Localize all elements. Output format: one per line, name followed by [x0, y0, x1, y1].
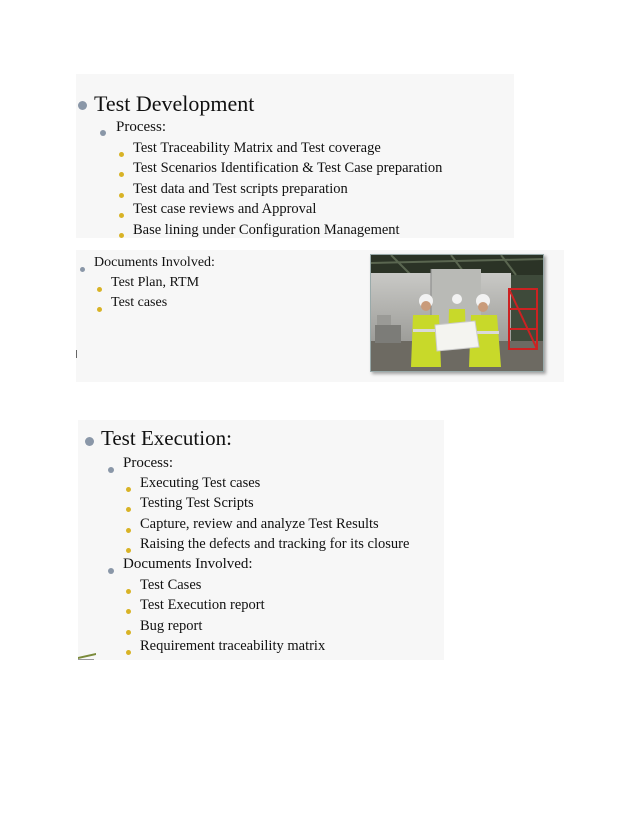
list-item: Capture, review and analyze Test Results: [140, 515, 379, 532]
bullet-l3: [119, 166, 124, 182]
bullet-l3: [126, 501, 131, 517]
list-item: Raising the defects and tracking for its closure: [140, 536, 410, 553]
list-item: Test Cases: [140, 577, 202, 593]
list-item: Base lining under Configuration Management: [133, 221, 400, 238]
bullet-l3: [119, 187, 124, 203]
slide-edge-mark: [78, 648, 98, 658]
process-label: Process:: [116, 119, 166, 135]
bullet-l3: [119, 146, 124, 162]
list-item: Executing Test cases: [140, 475, 261, 491]
list-item: Test Execution report: [140, 597, 265, 614]
heading-test-development: Test Development: [94, 91, 255, 116]
list-item: Bug report: [140, 617, 203, 634]
bullet-l2: [97, 281, 102, 297]
list-item: Test Scenarios Identification & Test Case preparation: [133, 160, 443, 177]
bullet-l3: [126, 522, 131, 538]
bullet-l1: [85, 433, 94, 449]
bullet-l3: [126, 583, 131, 599]
list-item: Test Traceability Matrix and Test coverage: [133, 140, 381, 156]
bullet-l2: [100, 125, 106, 141]
bullet-l1: [80, 261, 85, 277]
list-item: Test case reviews and Approval: [133, 201, 317, 218]
bullet-l3: [126, 603, 131, 619]
bullet-l3: [119, 207, 124, 223]
document-item: Test cases: [111, 295, 168, 310]
bullet-l2: [108, 563, 114, 579]
heading-test-execution: Test Execution:: [101, 426, 232, 450]
bullet-l3: [126, 481, 131, 497]
bullet-l3: [126, 644, 131, 660]
bullet-l2: [97, 301, 102, 317]
bullet-l2: [108, 462, 114, 478]
bullet-l1: [78, 97, 87, 113]
bullet-l3: [126, 624, 131, 640]
document-item: Test Plan, RTM: [111, 275, 200, 290]
slide-edge-mark: [76, 350, 77, 358]
documents-label: Documents Involved:: [94, 255, 215, 270]
process-label: Process:: [123, 455, 173, 471]
list-item: Testing Test Scripts: [140, 495, 254, 512]
cut-off-text-remnant: [76, 244, 346, 250]
list-item: Test data and Test scripts preparation: [133, 180, 348, 197]
bullet-l3: [119, 228, 124, 244]
construction-workers-photo: [370, 254, 544, 372]
list-item: Requirement traceability matrix: [140, 638, 326, 655]
documents-label: Documents Involved:: [123, 556, 253, 572]
